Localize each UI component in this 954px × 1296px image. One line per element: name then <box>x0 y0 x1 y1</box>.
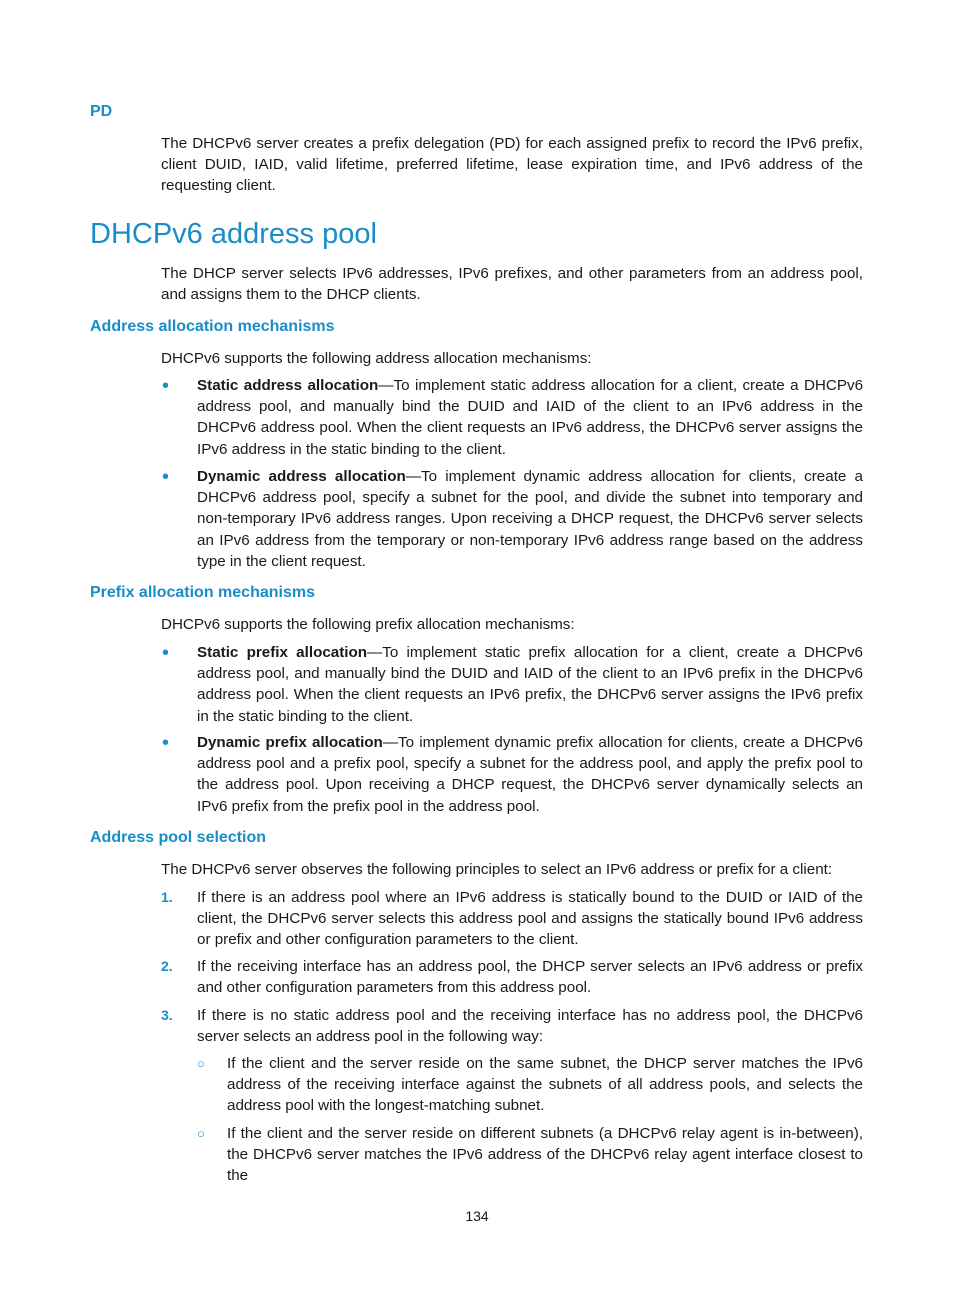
bullet-icon: • <box>162 642 170 664</box>
list-item-text <box>197 732 863 817</box>
prefix-allocation-intro: DHCPv6 supports the following prefix allocation mechanisms: <box>161 616 575 633</box>
pool-paragraph: The DHCP server selects IPv6 addresses, IPv6 prefixes, and other parameters from an address pool, and assigns them to the DHCP clients. <box>161 265 863 304</box>
step-text: If there is an address pool where an IPv6 address is statically bound to the DUID or IAID of the client, the DHCPv6 server selects this address pool and assigns the statically bound IPv6 address or prefix and other configuration parameters to the client. <box>197 889 863 949</box>
list-item-text <box>197 642 863 727</box>
bullet-icon: • <box>162 732 170 754</box>
description: —To implement static address allocation for a client, create a DHCPv6 address pool, and manually bind the DUID and IAID of the client to an IPv6 address in the DHCPv6 address pool. When the client requests an IPv6 address, the DHCPv6 server assigns the IPv6 address in the static binding to the client. <box>197 377 864 458</box>
prefix-allocation-heading: Prefix allocation mechanisms <box>90 584 315 601</box>
term: Dynamic address allocation <box>197 468 406 485</box>
description: —To implement dynamic address allocation for clients, create a DHCPv6 address pool, specify a subnet for the pool, and divide the subnet into temporary and non-temporary IPv6 address ranges. Upon receiving a DHCP request, the DHCPv6 server selects an IPv6 address from the temporary or non-temporary IPv6 address range based on the address type in the client request. <box>197 468 863 570</box>
bullet-icon: • <box>162 375 170 397</box>
step-number: 1. <box>161 889 173 905</box>
circle-bullet-icon: ○ <box>197 1056 205 1071</box>
bullet-icon: • <box>162 466 170 488</box>
description: —To implement dynamic prefix allocation for clients, create a DHCPv6 address pool and a prefix pool, specify a subnet for the address pool, and apply the prefix pool to the address pool. Upon receiving a DHCP request, the DHCPv6 server dynamically selects an IPv6 prefix from the prefix pool in the address pool. <box>197 734 863 815</box>
list-item-text <box>197 375 863 460</box>
circle-bullet-icon: ○ <box>197 1126 205 1141</box>
pool-selection-heading: Address pool selection <box>90 829 267 846</box>
address-allocation-intro: DHCPv6 supports the following address allocation mechanisms: <box>161 350 592 367</box>
sub-item-text: If the client and the server reside on different subnets (a DHCPv6 relay agent is in-between), the DHCPv6 server matches the IPv6 address of the DHCPv6 relay agent interface closest to the <box>227 1125 863 1185</box>
step-text: If there is no static address pool and the receiving interface has no address pool, the DHCPv6 server selects an address pool in the following way: <box>197 1007 863 1046</box>
step-text: If the receiving interface has an address pool, the DHCP server selects an IPv6 address or prefix and other configuration parameters from this address pool. <box>197 958 863 997</box>
pool-selection-intro: The DHCPv6 server observes the following principles to select an IPv6 address or prefix for a client: <box>161 861 833 878</box>
term: Dynamic prefix allocation <box>197 734 383 751</box>
page-title: DHCPv6 address pool <box>90 218 377 250</box>
pd-heading: PD <box>90 103 113 120</box>
page-number: 134 <box>465 1208 489 1224</box>
term: Static address allocation <box>197 377 379 394</box>
list-item-text <box>197 466 863 572</box>
sub-item-text: If the client and the server reside on the same subnet, the DHCP server matches the IPv6 address of the receiving interface against the subnets of all address pools, and selects the address pool with the longest-matching subnet. <box>227 1055 863 1115</box>
description: —To implement static prefix allocation for a client, create a DHCPv6 address pool, and manually bind the DUID and IAID of the client to an IPv6 prefix in the DHCPv6 address pool. When the client requests an IPv6 prefix, the DHCPv6 server assigns the IPv6 prefix in the static binding to the client. <box>197 644 864 725</box>
step-number: 2. <box>161 958 173 974</box>
term: Static prefix allocation <box>197 644 368 661</box>
pd-paragraph: The DHCPv6 server creates a prefix delegation (PD) for each assigned prefix to record the IPv6 prefix, client DUID, IAID, valid lifetime, preferred lifetime, lease expiration time, and IPv6 address of the requesting client. <box>161 135 863 195</box>
address-allocation-heading: Address allocation mechanisms <box>90 318 335 335</box>
step-number: 3. <box>161 1007 173 1023</box>
